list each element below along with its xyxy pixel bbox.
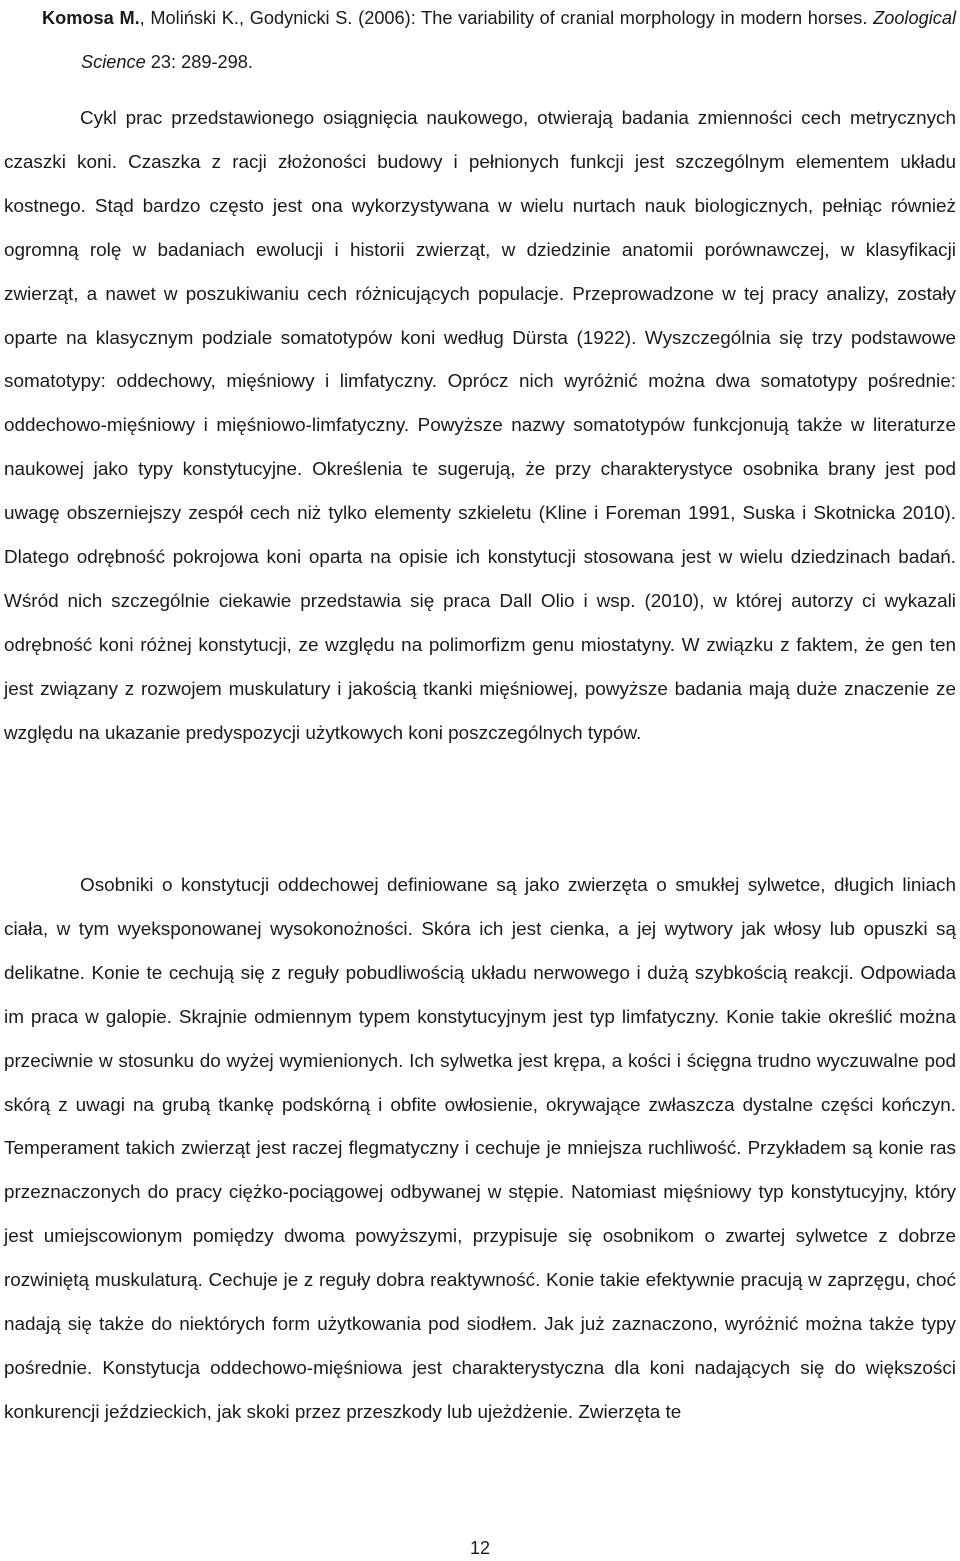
reference-text: [6, 0, 956, 84]
reference-journal: Zoological Science: [81, 8, 956, 72]
reference-entry: [6, 0, 956, 84]
paragraph-2: Osobniki o konstytucji oddechowej definiowane są jako zwierzęta o smukłej sylwetce, długich liniach ciała, w tym wyeksponowanej wysokonożności. Skóra ich jest cienka, a jej wytwory jak włosy lub opuszki są delikatne. Konie te cechują się z reguły pobudliwością układu nerwowego i dużą szybkością reakcji. Odpowiada im praca w galopie. Skrajnie odmiennym typem konstytucyjnym jest typ limfatyczny. Konie takie określić można przeciwnie w stosunku do wyżej wymienionych. Ich sylwetka jest krępa, a kości i ścięgna trudno wyczuwalne pod skórą z uwagi na grubą tkankę podskórną i obfite owłosienie, okrywające zwłaszcza dystalne części kończyn. Temperament takich zwierząt jest raczej flegmatyczny i cechuje je mniejsza ruchliwość. Przykładem są konie ras przeznaczonych do pracy ciężko-pociągowej odbywanej w stępie. Natomiast mięśniowy typ konstytucyjny, który jest umiejscowionym pomiędzy dwoma powyższymi, przypisuje się osobnikom o zwartej sylwetce z dobrze rozwiniętą muskulaturą. Cechuje je z reguły dobra reaktywność. Konie takie efektywnie pracują w zaprzęgu, choć nadają się także do niektórych form użytkowania pod siodłem. Jak już zaznaczono, wyróżnić można także typy pośrednie. Konstytucja oddechowo-mięśniowa jest charakterystyczna dla koni nadających się do większości konkurencji jeździeckich, jak skoki przez przeszkody lub ujeżdżenie. Zwierzęta te: [4, 875, 956, 1423]
page-number: 12: [469, 1538, 491, 1558]
reference-authors-title: , Moliński K., Godynicki S. (2006): The variability of cranial morphology in modern horses.: [139, 8, 874, 28]
reference-first-author: Komosa M.: [42, 8, 140, 28]
reference-number: [6, 0, 42, 40]
reference-details: 23: 289-298.: [145, 52, 253, 72]
paragraph-1: Cykl prac przedstawionego osiągnięcia naukowego, otwierają badania zmienności cech metrycznych czaszki koni. Czaszka z racji złożoności budowy i pełnionych funkcji jest szczególnym elementem układu kostnego. Stąd bardzo często jest ona wykorzystywana w wielu nurtach nauk biologicznych, pełniąc również ogromną rolę w badaniach ewolucji i historii zwierząt, w dziedzinie anatomii porównawczej, w klasyfikacji zwierząt, a nawet w poszukiwaniu cech różnicujących populacje. Przeprowadzone w tej pracy analizy, zostały oparte na klasycznym podziale somatotypów koni według Dürsta (1922). Wyszczególnia się trzy podstawowe somatotypy: oddechowy, mięśniowy i limfatyczny. Oprócz nich wyróżnić można dwa somatotypy pośrednie: oddechowo-mięśniowy i mięśniowo-limfatyczny. Powyższe nazwy somatotypów funkcjonują także w literaturze naukowej jako typy konstytucyjne. Określenia te sugerują, że przy charakterystyce osobnika brany jest pod uwagę obszerniejszy zespół cech niż tylko elementy szkieletu (Kline i Foreman 1991, Suska i Skotnicka 2010). Dlatego odrębność pokrojowa koni oparta na opisie ich konstytucji stosowana jest w wielu dziedzinach badań. Wśród nich szczególnie ciekawie przedstawia się praca Dall Olio i wsp. (2010), w której autorzy ci wykazali odrębność koni różnej konstytucji, ze względu na polimorfizm genu miostatyny. W związku z faktem, że gen ten jest związany z rozwojem muskulatury i jakością tkanki mięśniowej, powyższe badania mają duże znaczenie ze względu na ukazanie predyspozycji użytkowych koni poszczególnych typów.: [4, 108, 956, 744]
